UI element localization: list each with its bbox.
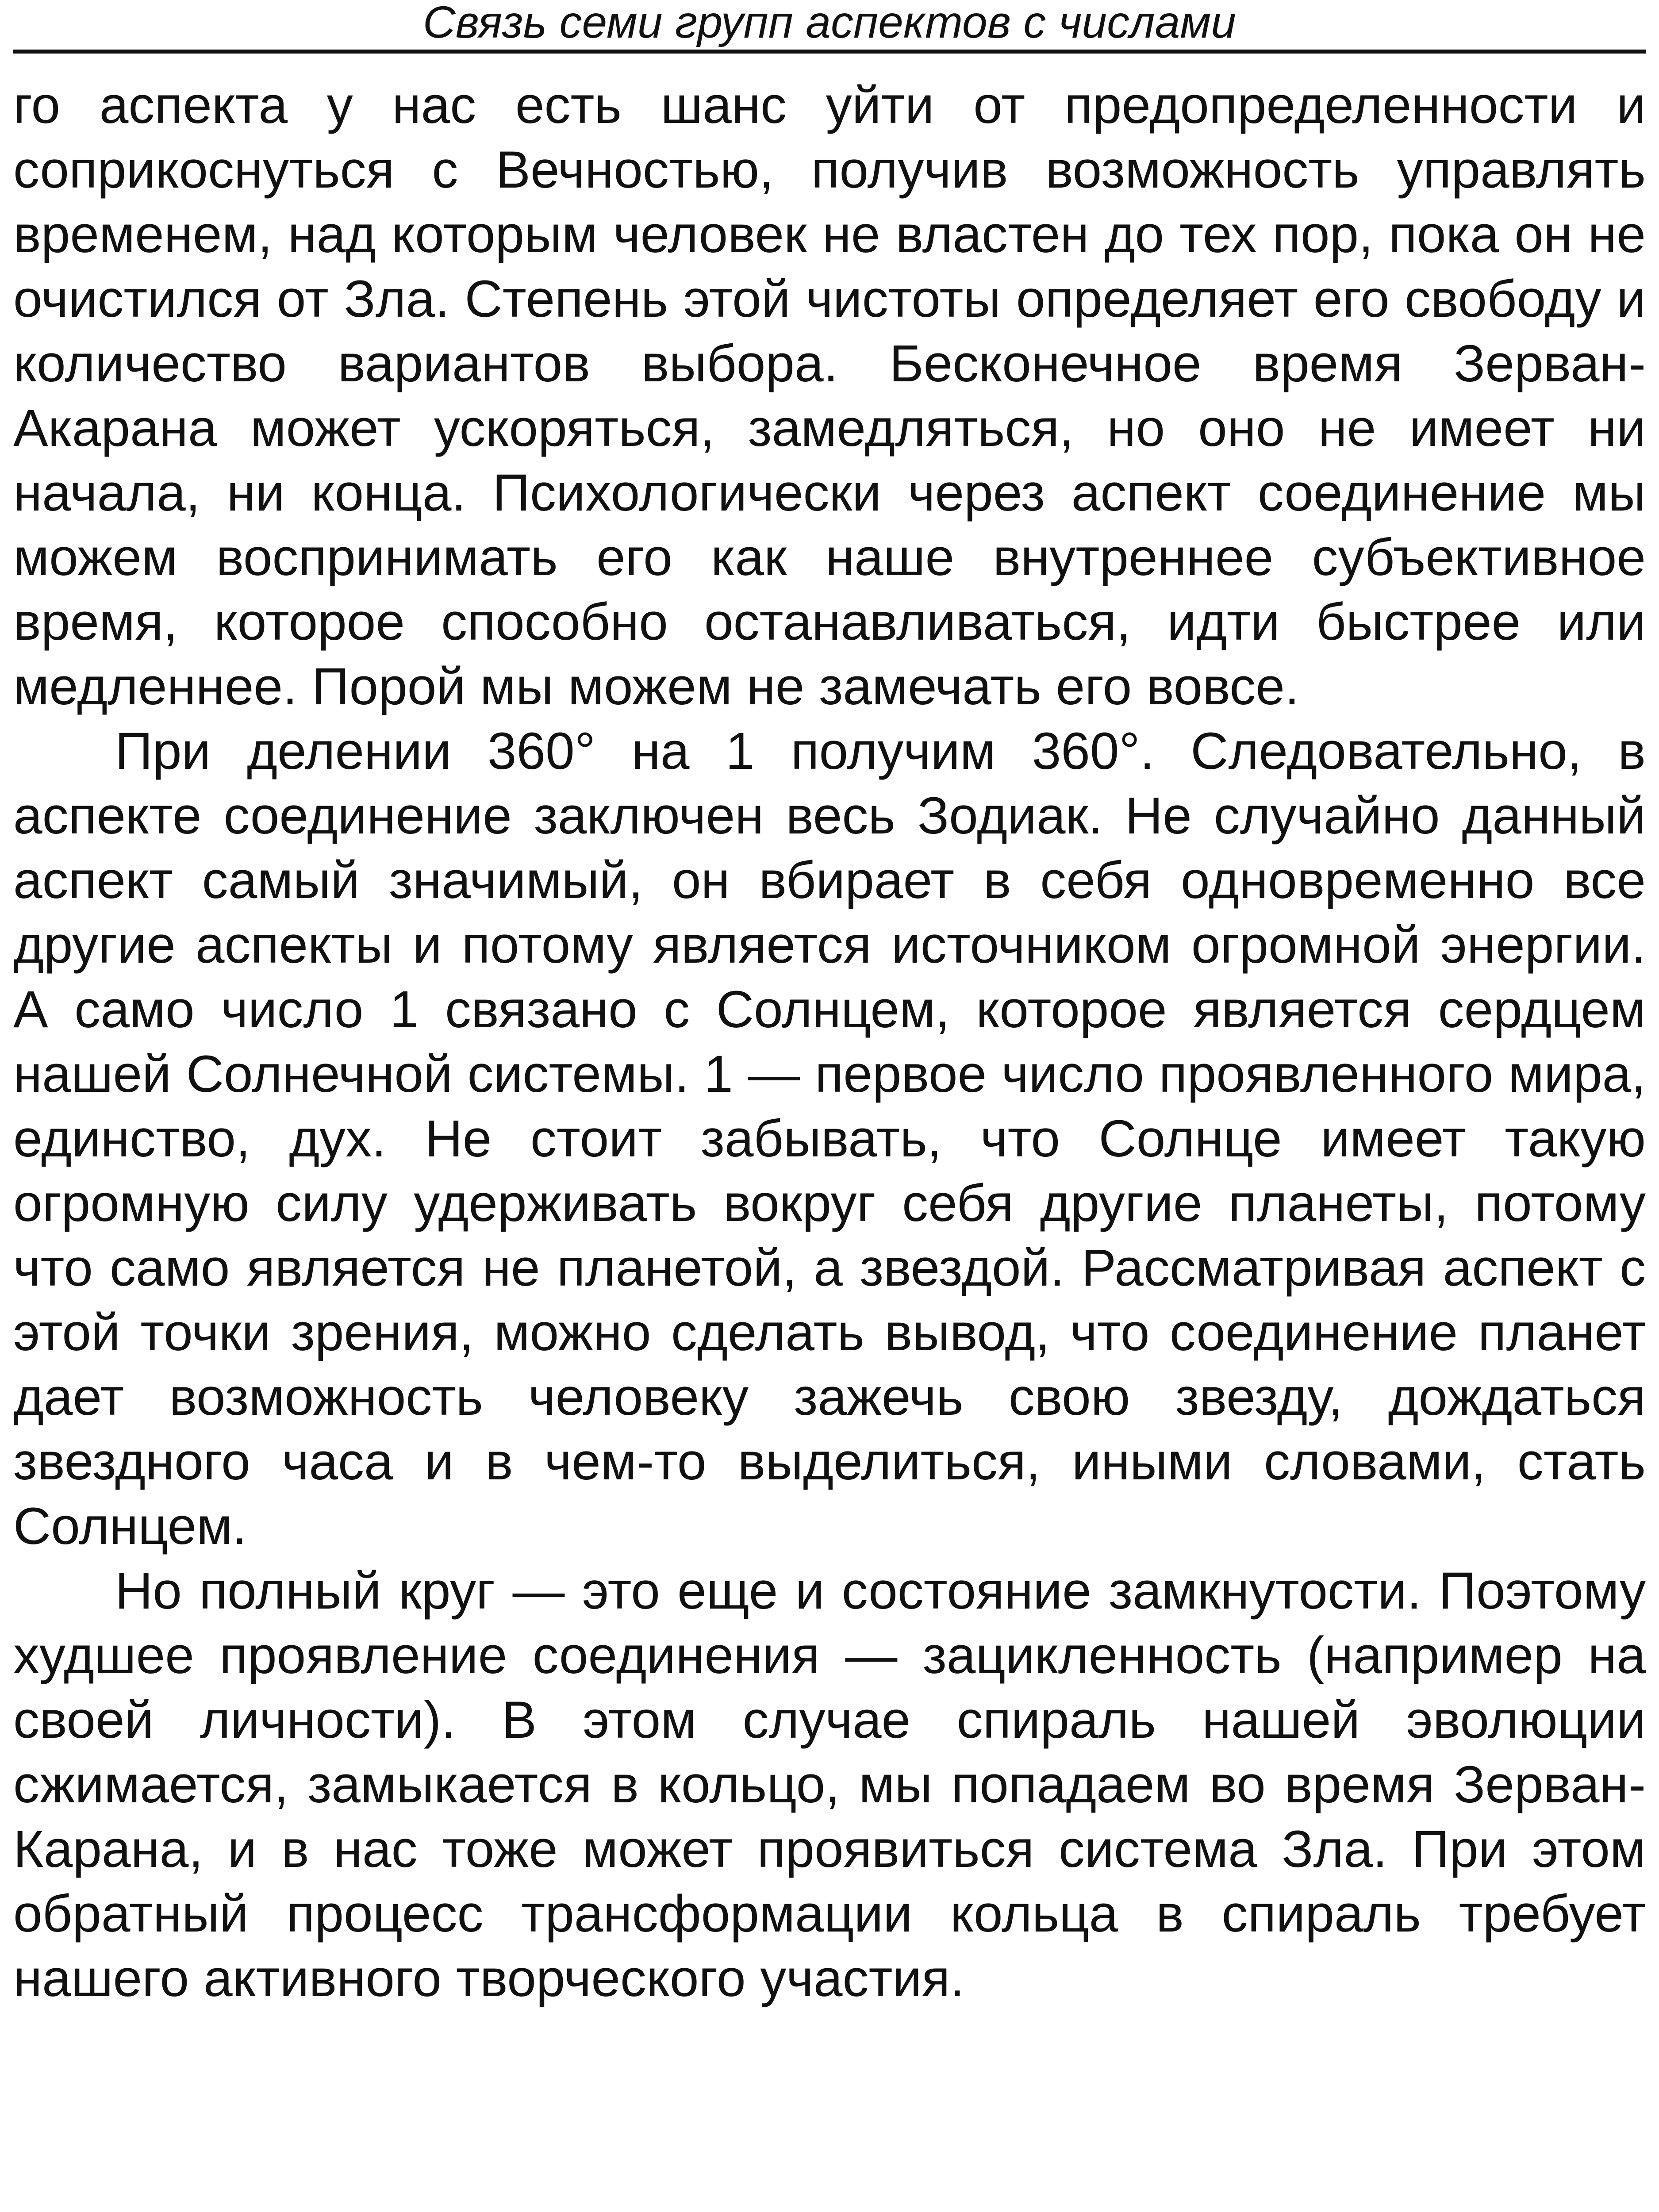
- running-head: Связь семи групп аспектов с числами: [13, 0, 1646, 54]
- paragraph-continuation: го аспекта у нас есть шанс уйти от предопределенности и соприкоснуться с Вечностью, получив возможность управлять временем, над которым человек не властен до тех пор, пока он не очистился от Зла. Степень этой чистоты определяет его свободу и количество вариантов выбора. Бесконечное время Зерван-Акарана может ускоряться, замедляться, но оно не имеет ни начала, ни конца. Психологически через аспект соединение мы можем воспринимать его как наше внутреннее субъективное время, которое способно останавливаться, идти быстрее или медленнее. Порой мы можем не замечать его вовсе.: [13, 76, 1646, 716]
- paragraph-full-circle: Но полный круг — это еще и состояние замкнутости. Поэтому худшее проявление соединения — зацикленность (например на своей личности). В этом случае спираль нашей эволюции сжимается, замыкается в кольцо, мы попадаем во время Зерван-Карана, и в нас тоже может проявиться система Зла. При этом обратный процесс трансформации кольца в спираль требует нашего активного творческого участия.: [13, 1562, 1646, 2008]
- body-text: [13, 73, 1646, 2011]
- paragraph-division-360: При делении 360° на 1 получим 360°. Следовательно, в аспекте соединение заключен весь Зодиак. Не случайно данный аспект самый значимый, он вбирает в себя одновременно все другие аспекты и потому является источником огромной энергии. А само число 1 связано с Солнцем, которое является сердцем нашей Солнечной системы. 1 — первое число проявленного мира, единство, дух. Не стоит забывать, что Солнце имеет такую огромную силу удерживать вокруг себя другие планеты, потому что само является не планетой, а звездой. Рассматривая аспект с этой точки зрения, можно сделать вывод, что соединение планет дает возможность человеку зажечь свою звезду, дождаться звездного часа и в чем-то выделиться, иными словами, стать Солнцем.: [13, 722, 1646, 1555]
